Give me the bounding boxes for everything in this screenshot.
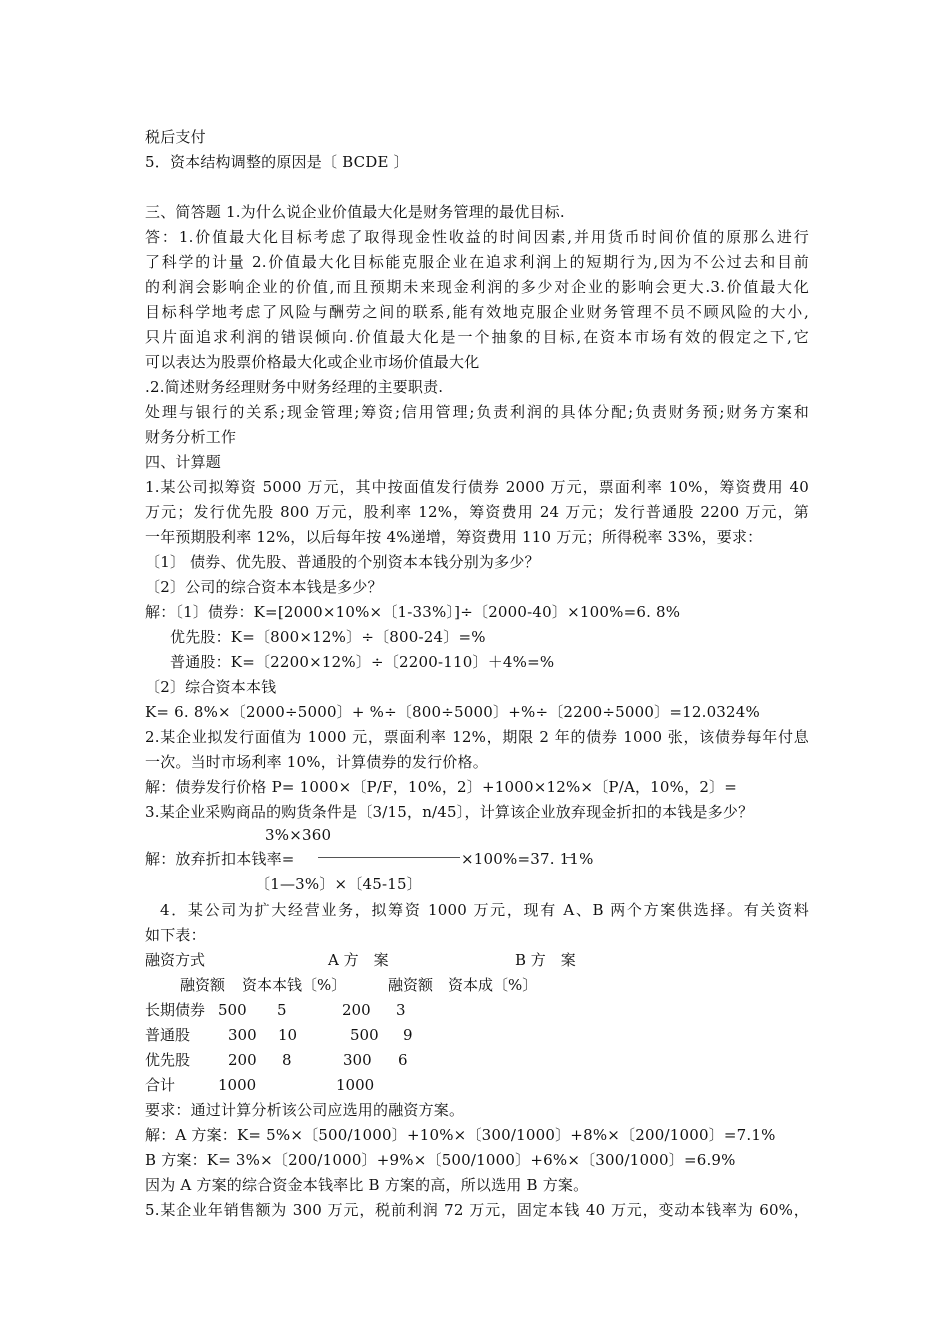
table-cell: 10 bbox=[278, 1026, 298, 1044]
text-line: 5．资本结构调整的原因是〔 BCDE 〕 bbox=[145, 153, 409, 171]
fraction-bar bbox=[318, 857, 460, 858]
fraction-numerator: 3%×360 bbox=[265, 826, 332, 844]
solution-line: 普通股：K=〔2200×12%〕÷〔2200-110〕＋4%=% bbox=[170, 653, 555, 671]
problem-line: 要求：通过计算分析该公司应选用的融资方案。 bbox=[145, 1101, 465, 1119]
table-cell: 5 bbox=[277, 1001, 287, 1019]
section-heading: 三、简答题 1.为什么说企业价值最大化是财务管理的最优目标. bbox=[145, 203, 565, 221]
answer-line: 答：1.价值最大化目标考虑了取得现金性收益的时间因素,并用货币时间价值的原那么进行 bbox=[145, 228, 809, 246]
table-cell: 500 bbox=[350, 1026, 379, 1044]
answer-line: 目标科学地考虑了风险与酬劳之间的联系,能有效地克服企业财务管理不员不顾风险的大小, bbox=[145, 303, 809, 321]
table-header: B 方 案 bbox=[515, 951, 576, 969]
table-subheader: 融资额 bbox=[388, 976, 434, 994]
answer-line: 了科学的计量 2.价值最大化目标能克服企业在追求利润上的短期行为,因为不公过去和目前 bbox=[145, 253, 809, 271]
question-line: .2.简述财务经理财务中财务经理的主要职责. bbox=[145, 378, 444, 396]
solution-line: 解：A 方案：K= 5%×〔500/1000〕+10%×〔300/1000〕+8%×〔200/1000〕=7.1% bbox=[145, 1126, 776, 1144]
solution-line: 优先股：K=〔800×12%〕÷〔800-24〕=% bbox=[170, 628, 486, 646]
solution-line: 解：债券发行价格 P= 1000×〔P/F，10%，2〕+1000×12%×〔P/A，10%，2〕= bbox=[145, 778, 738, 796]
table-cell: 200 bbox=[228, 1051, 257, 1069]
table-cell: 6 bbox=[398, 1051, 408, 1069]
table-subheader: 资本本钱〔%〕 bbox=[242, 976, 347, 994]
table-cell: 长期债券 bbox=[145, 1001, 206, 1019]
table-cell: 3 bbox=[396, 1001, 406, 1019]
solution-line: 因为 A 方案的综合资金本钱率比 B 方案的高，所以选用 B 方案。 bbox=[145, 1176, 589, 1194]
problem-line: 〔1〕 债券、优先股、普通股的个别资本本钱分别为多少？ bbox=[145, 553, 540, 571]
section-heading: 四、计算题 bbox=[145, 453, 222, 471]
fraction-result: ×100%=37. 11% bbox=[461, 850, 594, 868]
problem-line: 1.某公司拟筹资 5000 万元，其中按面值发行债券 2000 万元，票面利率 10%，筹资费用 40 bbox=[145, 478, 809, 496]
table-header: 融资方式 bbox=[145, 951, 206, 969]
table-cell: 300 bbox=[228, 1026, 257, 1044]
table-cell: 200 bbox=[342, 1001, 371, 1019]
table-cell: 500 bbox=[218, 1001, 247, 1019]
answer-line: 只片面追求利润的错误倾向.价值最大化是一个抽象的目标,在资本市场有效的假定之下,它 bbox=[145, 328, 809, 346]
table-cell: 300 bbox=[343, 1051, 372, 1069]
fraction-bar-tail bbox=[566, 857, 574, 858]
table-cell: 8 bbox=[282, 1051, 292, 1069]
solution-line: K= 6. 8%×〔2000÷5000〕+ %÷〔800÷5000〕+%÷〔2200÷5000〕=12.0324% bbox=[145, 703, 760, 721]
text-line: 税后支付 bbox=[145, 128, 206, 146]
table-total-label: 合计 bbox=[145, 1076, 176, 1094]
problem-line: 一次。当时市场利率 10%，计算债券的发行价格。 bbox=[145, 753, 488, 771]
solution-line: 解：〔1〕债券：K=[2000×10%×〔1-33%〕]÷〔2000-40〕×100%=6. 8% bbox=[145, 603, 681, 621]
problem-line: 5.某企业年销售额为 300 万元，税前利润 72 万元，固定本钱 40 万元，变动本钱率为 60%， bbox=[145, 1201, 809, 1219]
solution-line: 解：放弃折扣本钱率= bbox=[145, 850, 295, 868]
problem-line: 4．某公司为扩大经营业务，拟筹资 1000 万元，现有 A、B 两个方案供选择。有关资料 bbox=[160, 901, 809, 919]
answer-line: 可以表达为股票价格最大化或企业市场价值最大化 bbox=[145, 353, 480, 371]
solution-line: B 方案：K= 3%×〔200/1000〕+9%×〔500/1000〕+6%×〔300/1000〕=6.9% bbox=[145, 1151, 736, 1169]
table-cell: 普通股 bbox=[145, 1026, 191, 1044]
answer-line: 财务分析工作 bbox=[145, 428, 237, 446]
problem-line: 一年预期股利率 12%，以后每年按 4%递增，筹资费用 110 万元；所得税率 33%，要求： bbox=[145, 528, 763, 546]
answer-line: 处理与银行的关系;现金管理;筹资;信用管理;负责利润的具体分配;负责财务预;财务方案和 bbox=[145, 403, 809, 421]
table-cell: 优先股 bbox=[145, 1051, 191, 1069]
problem-line: 如下表： bbox=[145, 926, 206, 944]
table-header: A 方 案 bbox=[328, 951, 389, 969]
problem-line: 2.某企业拟发行面值为 1000 元，票面利率 12%，期限 2 年的债券 1000 张，该债券每年付息 bbox=[145, 728, 809, 746]
table-total-cell: 1000 bbox=[336, 1076, 375, 1094]
fraction-denominator: 〔1—3%〕×〔45-15〕 bbox=[255, 875, 422, 893]
problem-line: 3.某企业采购商品的购货条件是〔3/15，n/45〕，计算该企业放弃现金折扣的本钱是多少？ bbox=[145, 803, 754, 821]
table-cell: 9 bbox=[403, 1026, 413, 1044]
table-total-cell: 1000 bbox=[218, 1076, 257, 1094]
solution-line: 〔2〕综合资本本钱 bbox=[145, 678, 277, 696]
table-subheader: 融资额 bbox=[180, 976, 226, 994]
answer-line: 的利润会影响企业的价值,而且预期未来现金利润的多少对企业的影响会更大.3.价值最大化 bbox=[145, 278, 809, 296]
problem-line: 万元；发行优先股 800 万元，股利率 12%，筹资费用 24 万元；发行普通股 2200 万元，第 bbox=[145, 503, 809, 521]
table-subheader: 资本成〔%〕 bbox=[448, 976, 538, 994]
problem-line: 〔2〕公司的综合资本本钱是多少？ bbox=[145, 578, 383, 596]
